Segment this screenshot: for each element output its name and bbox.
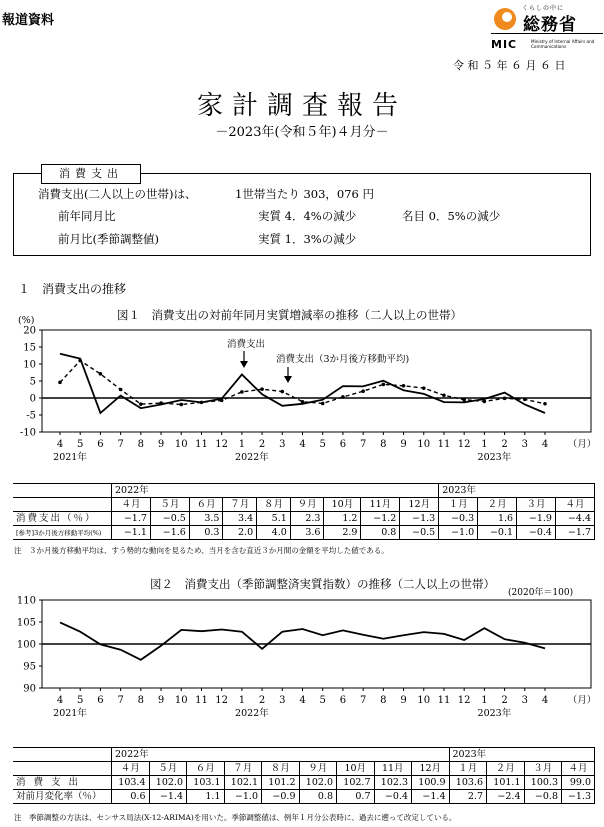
x-tick-label: 7	[117, 439, 124, 450]
series-point-1	[402, 384, 406, 388]
table2-month-cell: ６月	[187, 762, 225, 776]
sun-emblem-icon	[492, 6, 518, 32]
table1-month-cell: 10月	[324, 498, 361, 512]
release-date: 令和５年６月６日	[453, 59, 569, 72]
table2-row2-cell: 2.7	[449, 790, 487, 804]
summary-yoy-label: 前年同月比	[58, 209, 116, 223]
y-tick-label: 10	[23, 359, 36, 371]
summary-yoy-real: 実質 4．4%の減少	[258, 209, 357, 223]
summary-tag: 消費支出	[41, 164, 141, 184]
series-line-0	[60, 622, 545, 659]
table2-month-cell: 11月	[374, 762, 412, 776]
y-tick-label: 95	[23, 661, 36, 673]
x-tick-label: 9	[400, 439, 407, 450]
table2-month-cell: ７月	[224, 762, 262, 776]
table1-row1-cell: 3.4	[223, 512, 257, 526]
table2-month-cell: ３月	[524, 762, 562, 776]
table2-year-2023: 2023年	[449, 748, 595, 762]
table1-month-cell: 12月	[400, 498, 439, 512]
x-tick-label: 5	[77, 695, 84, 706]
series-point-1	[220, 399, 224, 403]
table2-row2-label: 対前月変化率（％）	[13, 790, 112, 804]
table2-corner	[13, 748, 112, 762]
table2-note: 注 季節調整の方法は、センサス局法(X-12-ARIMA)を用いた。季節調整値は、例年１月分公表時に、過去に遡って改定している。	[14, 813, 457, 822]
x-tick-label: 6	[339, 695, 347, 706]
table1-row2-cell: 0.3	[189, 526, 223, 540]
table2-month-cell: ４月	[112, 762, 150, 776]
table1-row2-cell: −0.5	[400, 526, 439, 540]
series-point-1	[341, 395, 345, 399]
x-tick-label: 11	[195, 695, 208, 706]
summary-line1-value: 1世帯当たり 303，076 円	[235, 187, 375, 201]
series-point-1	[58, 381, 62, 385]
x-tick-label: 6	[339, 439, 347, 450]
year-label: 2022年	[235, 708, 269, 719]
year-label: 2021年	[53, 452, 87, 463]
table1-month-cell: 11月	[361, 498, 400, 512]
mic-abbrev: MIC	[491, 38, 518, 51]
table2-month-corner	[13, 762, 112, 776]
table1-month-cell: ５月	[150, 498, 189, 512]
table2-row1-cell: 100.3	[524, 776, 562, 790]
table2-row1-cell: 102.1	[224, 776, 262, 790]
x-tick-label: 4	[299, 695, 306, 706]
year-label: 2023年	[477, 708, 512, 719]
x-tick-label: 3	[279, 695, 286, 706]
table2-month-cell: 12月	[412, 762, 450, 776]
table1-month-cell: ７月	[223, 498, 257, 512]
x-tick-label: 9	[157, 695, 165, 706]
series-point-1	[139, 402, 143, 406]
table2-row1-label: 消費支出	[13, 776, 112, 790]
table1-row2-cell: −1.7	[555, 526, 594, 540]
table1-row1-cell: −1.2	[361, 512, 400, 526]
table2-row1-cell: 102.3	[374, 776, 412, 790]
logo-text: 総務省	[523, 15, 577, 35]
table1-year-2022: 2022年	[112, 484, 439, 498]
table1-corner	[13, 484, 112, 498]
table1-month-cell: ６月	[189, 498, 223, 512]
summary-mom-label: 前月比(季節調整値)	[58, 232, 159, 246]
fig1-data-table	[13, 483, 595, 540]
x-tick-label: 7	[359, 439, 367, 450]
table2-row2-cell: 1.1	[187, 790, 225, 804]
x-tick-label: 11	[437, 695, 451, 706]
x-tick-label: 2	[501, 695, 508, 706]
table1-month-cell: ３月	[517, 498, 556, 512]
x-tick-label: 11	[437, 439, 451, 450]
y-tick-label: 20	[23, 325, 36, 337]
table1-row2-cell: −1.1	[112, 526, 151, 540]
fig2-chart	[0, 592, 604, 724]
series-point-1	[119, 388, 123, 392]
table1-row2-label: [参考]3か月後方移動平均(%)	[13, 526, 112, 540]
table2-row1-cell: 103.6	[449, 776, 487, 790]
series-point-1	[78, 359, 82, 363]
table1-note: 注 ３か月後方移動平均は、すう勢的な動向を見るため、当月を含む直近３か月間の金額を平均した値である。	[14, 546, 389, 555]
x-tick-label: 12	[457, 439, 471, 450]
section-heading: １ 消費支出の推移	[18, 282, 127, 296]
table2-month-cell: ２月	[487, 762, 525, 776]
x-tick-label: 2	[258, 695, 266, 706]
logo-tagline: くらしの中に	[522, 5, 565, 12]
table1-month-cell: ８月	[257, 498, 291, 512]
x-tick-label: 1	[481, 695, 488, 706]
y-tick-label: 90	[23, 683, 36, 695]
arrow-head-icon	[284, 376, 292, 383]
table2-row2-cell: −1.3	[562, 790, 595, 804]
table1-row1-cell: −4.4	[555, 512, 594, 526]
table2-row2-cell: −1.0	[224, 790, 262, 804]
x-tick-label: 4	[541, 695, 549, 706]
series-point-1	[503, 397, 507, 401]
summary-line1-label: 消費支出(二人以上の世帯)は、	[38, 187, 197, 201]
x-tick-label: 3	[521, 695, 528, 706]
x-tick-label: 12	[215, 695, 229, 706]
table2-row2-cell: −1.4	[149, 790, 187, 804]
table1-month-corner	[13, 498, 112, 512]
summary-mom-real: 実質 1．3%の減少	[258, 232, 357, 246]
table2-row1-cell: 102.0	[149, 776, 187, 790]
table2-row2-cell: −1.4	[412, 790, 450, 804]
table1-row1-label: 消費支出（％）	[13, 512, 112, 526]
page-subtitle: －2023年(令和５年)４月分－	[215, 125, 389, 140]
x-tick-label: 1	[481, 439, 488, 450]
x-tick-label: 8	[380, 695, 387, 706]
x-tick-label: 1	[238, 695, 246, 706]
table1-row1-cell: −1.7	[112, 512, 151, 526]
table2-row2-cell: −0.8	[524, 790, 562, 804]
series-point-1	[179, 403, 183, 407]
x-tick-label: 7	[359, 695, 367, 706]
fig2-data-table	[13, 747, 595, 804]
series-point-1	[99, 372, 103, 376]
year-label: 2023年	[477, 452, 512, 463]
x-tick-label: 12	[215, 439, 229, 450]
table2-row1-cell: 103.4	[112, 776, 150, 790]
table2-row1-cell: 103.1	[187, 776, 225, 790]
table1-row2-cell: −1.6	[150, 526, 189, 540]
table1-row1-cell: 1.6	[478, 512, 517, 526]
table2-year-2022: 2022年	[112, 748, 450, 762]
y-tick-label: -10	[19, 427, 36, 439]
table2-row1-cell: 101.2	[262, 776, 300, 790]
x-tick-label: 8	[137, 439, 145, 450]
table1-month-cell: ９月	[290, 498, 324, 512]
table2-row2-cell: 0.8	[299, 790, 337, 804]
x-tick-label: 12	[457, 695, 471, 706]
table2-row2-cell: −0.4	[374, 790, 412, 804]
table2-row2-cell: −0.9	[262, 790, 300, 804]
x-tick-label: 9	[400, 695, 407, 706]
table1-row2-cell: 2.0	[223, 526, 257, 540]
series-point-1	[260, 387, 264, 391]
series-point-1	[280, 390, 284, 394]
series-point-1	[543, 402, 547, 406]
month-unit-label: （月）	[567, 695, 597, 706]
x-tick-label: 8	[137, 695, 145, 706]
fig1-title: 図１ 消費支出の対前年同月実質増減率の推移（二人以上の世帯）	[117, 308, 462, 322]
x-tick-label: 1	[238, 439, 246, 450]
series-point-1	[462, 398, 466, 402]
series-point-1	[483, 400, 487, 404]
x-tick-label: 10	[417, 439, 431, 450]
x-tick-label: 9	[157, 439, 165, 450]
table2-month-cell: ９月	[299, 762, 337, 776]
table1-year-2023: 2023年	[439, 484, 595, 498]
table1-month-cell: ４月	[112, 498, 151, 512]
x-tick-label: 2	[258, 439, 266, 450]
table1-row1-cell: 3.5	[189, 512, 223, 526]
table2-month-cell: ４月	[562, 762, 595, 776]
x-tick-label: 8	[380, 439, 387, 450]
table2-row1-cell: 102.0	[299, 776, 337, 790]
fig2-base-note: (2020年＝100)	[508, 588, 574, 598]
x-tick-label: 6	[97, 439, 104, 450]
table1-row1-cell: −1.9	[517, 512, 556, 526]
table2-row1-cell: 102.7	[337, 776, 375, 790]
y-tick-label: 100	[16, 639, 36, 651]
summary-yoy-nominal: 名目 0．5%の減少	[402, 209, 501, 223]
table2-row1-cell: 100.9	[412, 776, 450, 790]
series-point-1	[200, 401, 204, 405]
table1-row1-cell: −1.3	[400, 512, 439, 526]
series-point-1	[159, 401, 163, 405]
x-tick-label: 5	[319, 439, 326, 450]
series-point-1	[422, 386, 426, 390]
x-tick-label: 7	[117, 695, 124, 706]
series-point-1	[442, 393, 446, 397]
fig1-chart	[0, 315, 604, 470]
table1-row1-cell: −0.3	[439, 512, 478, 526]
logo-divider	[491, 33, 603, 34]
series-point-1	[382, 383, 386, 387]
table1-row2-cell: −1.0	[439, 526, 478, 540]
table2-month-cell: 10月	[337, 762, 375, 776]
y-tick-label: -5	[26, 410, 36, 422]
table2-row2-cell: 0.7	[337, 790, 375, 804]
series-point-1	[240, 390, 244, 394]
x-tick-label: 3	[279, 439, 286, 450]
x-tick-label: 5	[319, 695, 326, 706]
x-tick-label: 5	[77, 439, 84, 450]
month-unit-label: （月）	[567, 439, 597, 450]
x-tick-label: 4	[299, 439, 306, 450]
x-tick-label: 4	[56, 439, 64, 450]
table2-month-cell: １月	[449, 762, 487, 776]
table1-month-cell: １月	[439, 498, 478, 512]
x-tick-label: 6	[97, 695, 104, 706]
year-label: 2021年	[53, 708, 87, 719]
plot-frame	[42, 330, 591, 432]
y-tick-label: 5	[29, 376, 36, 388]
table1-row1-cell: 2.3	[290, 512, 324, 526]
y-tick-label: 110	[16, 595, 36, 607]
x-tick-label: 2	[501, 439, 508, 450]
x-tick-label: 10	[174, 439, 188, 450]
table1-row2-cell: −0.4	[517, 526, 556, 540]
x-tick-label: 10	[417, 695, 431, 706]
table2-row2-cell: −2.4	[487, 790, 525, 804]
y-tick-label: 0	[29, 393, 36, 405]
y-unit-label: (%)	[18, 315, 35, 326]
x-tick-label: 4	[56, 695, 64, 706]
table1-row2-cell: −0.1	[478, 526, 517, 540]
table1-month-cell: ２月	[478, 498, 517, 512]
ministry-english-name: Ministry of Internal Affairs and Communications	[531, 39, 595, 49]
y-tick-label: 15	[23, 342, 36, 354]
x-tick-label: 4	[541, 439, 549, 450]
table1-row1-cell: 1.2	[324, 512, 361, 526]
series-point-1	[523, 398, 527, 402]
year-label: 2022年	[235, 452, 269, 463]
press-release-label: 報道資料	[2, 13, 55, 28]
series-point-1	[301, 400, 305, 404]
arrow-head-icon	[240, 361, 248, 368]
table1-row2-cell: 0.8	[361, 526, 400, 540]
y-tick-label: 105	[16, 617, 36, 629]
table2-month-cell: ５月	[149, 762, 187, 776]
table1-row2-cell: 3.6	[290, 526, 324, 540]
table1-month-cell: ４月	[555, 498, 594, 512]
table1-row1-cell: 5.1	[257, 512, 291, 526]
table2-row2-cell: 0.6	[112, 790, 150, 804]
fig2-title: 図２ 消費支出（季節調整済実質指数）の推移（二人以上の世帯）	[150, 577, 495, 591]
table1-row1-cell: −0.5	[150, 512, 189, 526]
table1-row2-cell: 4.0	[257, 526, 291, 540]
annotation-actual: 消費支出	[227, 339, 266, 350]
x-tick-label: 3	[521, 439, 528, 450]
series-point-1	[321, 402, 325, 406]
annotation-ma: 消費支出（3か月後方移動平均)	[276, 354, 410, 365]
table1-row2-cell: 2.9	[324, 526, 361, 540]
x-tick-label: 11	[195, 439, 208, 450]
page-title: 家計調査報告	[196, 91, 407, 121]
table2-row1-cell: 99.0	[562, 776, 595, 790]
table2-month-cell: ８月	[262, 762, 300, 776]
x-tick-label: 10	[174, 695, 188, 706]
series-point-1	[361, 389, 365, 393]
table2-row1-cell: 101.1	[487, 776, 525, 790]
